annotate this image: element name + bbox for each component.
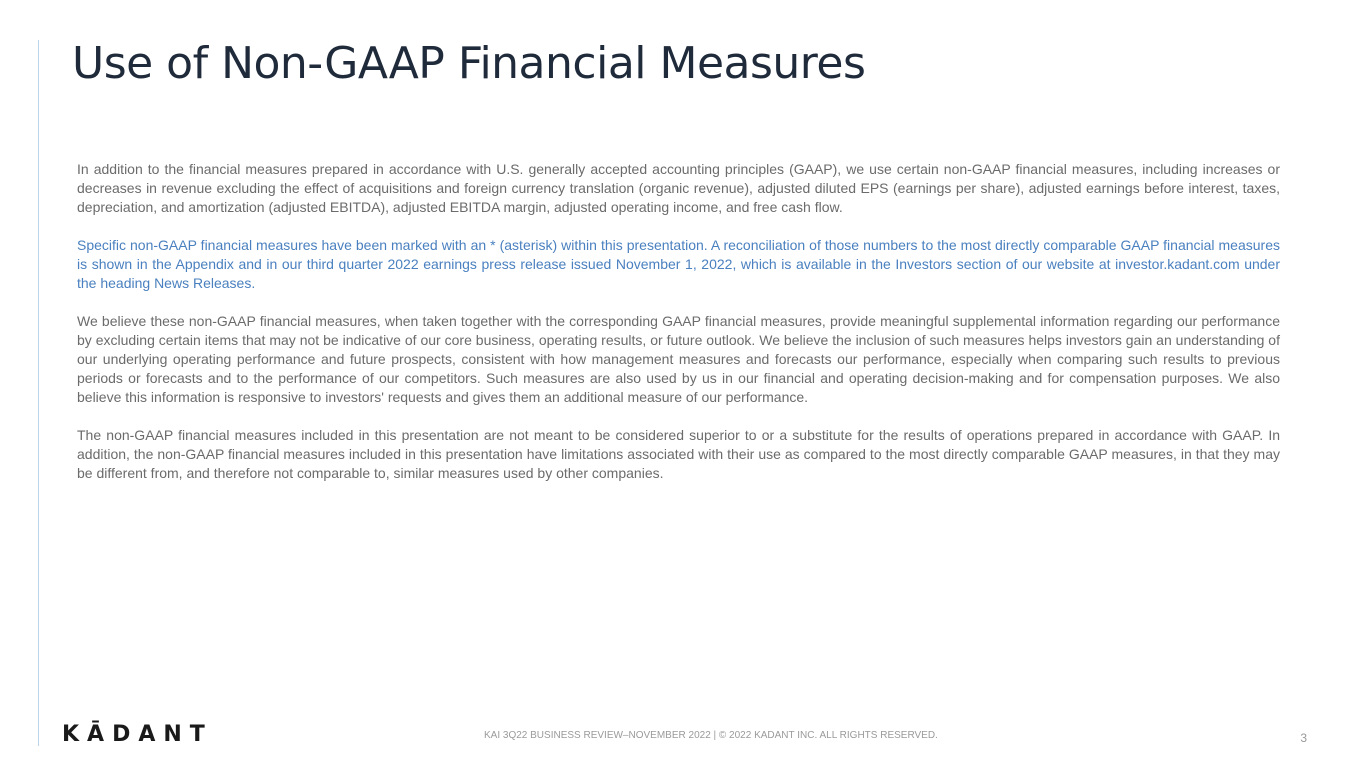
- body-text: [77, 160, 1280, 502]
- paragraph-intro: In addition to the financial measures prepared in accordance with U.S. generally accepted accounting principles (GAAP), we use certain non-GAAP financial measures, including increases or decreases in revenue excluding the effect of acquisitions and foreign currency translation (organic revenue), adjusted diluted EPS (earnings per share), adjusted earnings before interest, taxes, depreciation, and amortization (adjusted EBITDA), adjusted EBITDA margin, adjusted operating income, and free cash flow.: [77, 161, 1280, 215]
- paragraph-limitations: The non-GAAP financial measures included in this presentation are not meant to be considered superior to or a substitute for the results of operations prepared in accordance with GAAP. In addition, the non-GAAP financial measures included in this presentation have limitations associated with their use as compared to the most directly comparable GAAP measures, in that they may be different from, and therefore not comparable to, similar measures used by other companies.: [77, 427, 1280, 481]
- left-accent-rule: [38, 40, 39, 746]
- paragraph-reconciliation: Specific non-GAAP financial measures have been marked with an * (asterisk) within this presentation. A reconciliation of those numbers to the most directly comparable GAAP financial measures is shown in the Appendix and in our third quarter 2022 earnings press release issued November 1, 2022, which is available in the Investors section of our website at investor.kadant.com under the heading News Releases.: [77, 237, 1280, 291]
- kadant-logo: KĀDANT: [62, 722, 213, 747]
- page-title: Use of Non-GAAP Financial Measures: [72, 38, 866, 89]
- paragraph-rationale: We believe these non-GAAP financial measures, when taken together with the corresponding GAAP financial measures, provide meaningful supplemental information regarding our performance by excluding certain items that may not be indicative of our core business, operating results, or future outlook. We believe the inclusion of such measures helps investors gain an understanding of our underlying operating performance and future prospects, consistent with how management measures and forecasts our performance, especially when comparing such results to previous periods or forecasts and to the performance of our competitors. Such measures are also used by us in our financial and operating decision-making and for compensation purposes. We also believe this information is responsive to investors' requests and gives them an additional measure of our performance.: [77, 313, 1280, 405]
- footer-caption: KAI 3Q22 BUSINESS REVIEW–NOVEMBER 2022 | © 2022 KADANT INC. ALL RIGHTS RESERVED.: [484, 730, 938, 741]
- page-number: 3: [1300, 731, 1307, 745]
